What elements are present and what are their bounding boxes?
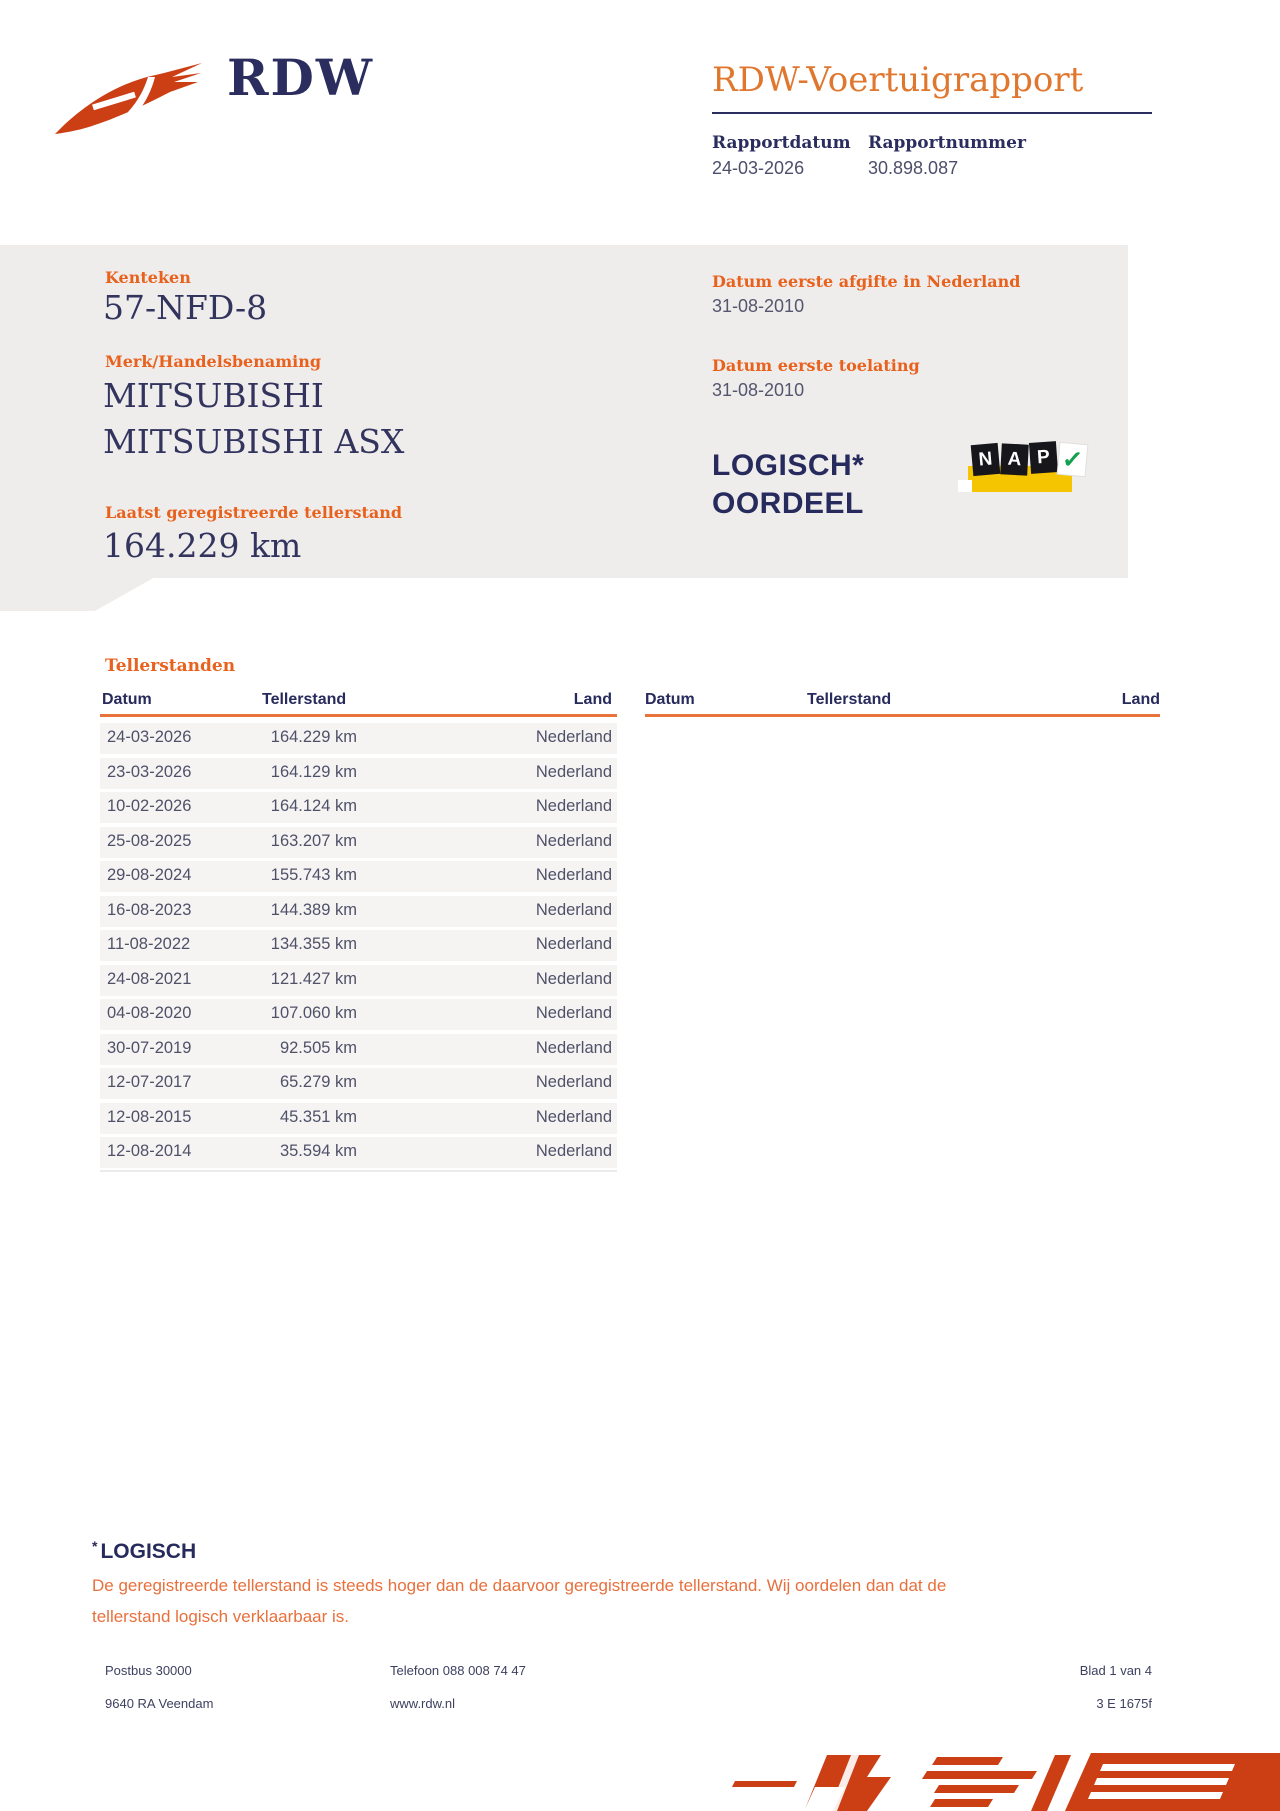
kenteken-label: Kenteken bbox=[105, 268, 191, 287]
cell-datum: 29-08-2024 bbox=[107, 866, 192, 884]
cell-land: Nederland bbox=[535, 900, 612, 919]
table1-end-line bbox=[100, 1170, 617, 1172]
page-title: RDW-Voertuigrapport bbox=[712, 60, 1084, 100]
table-row bbox=[100, 827, 617, 858]
oordeel-line1: LOGISCH* bbox=[712, 449, 865, 482]
footer-postbus: Postbus 30000 bbox=[105, 1663, 192, 1678]
footer-phone: Telefoon 088 008 74 47 bbox=[390, 1663, 526, 1678]
tellerstanden-table bbox=[100, 723, 617, 1172]
logisch-title: LOGISCH bbox=[100, 1540, 197, 1563]
cell-land: Nederland bbox=[535, 762, 612, 781]
table-row bbox=[100, 758, 617, 789]
logisch-heading bbox=[92, 1538, 196, 1564]
handelsbenaming-value: MITSUBISHI ASX bbox=[103, 422, 405, 461]
report-number-value: 30.898.087 bbox=[868, 158, 959, 178]
cell-land: Nederland bbox=[535, 1107, 612, 1126]
nap-logo bbox=[952, 440, 1085, 500]
table-row bbox=[100, 723, 617, 754]
cell-land: Nederland bbox=[535, 831, 612, 850]
cell-land: Nederland bbox=[535, 969, 612, 988]
report-date-label: Rapportdatum bbox=[712, 133, 851, 153]
cell-tellerstand: 164.229 km bbox=[270, 728, 357, 746]
footer-page-number: Blad 1 van 4 bbox=[1079, 1663, 1152, 1678]
cell-land: Nederland bbox=[535, 1038, 612, 1057]
table1-header-tellerstand: Tellerstand bbox=[262, 691, 347, 708]
table2-header-tellerstand: Tellerstand bbox=[807, 691, 892, 708]
cell-datum: 12-07-2017 bbox=[107, 1073, 192, 1091]
nap-checkmark-icon: ✓ bbox=[1058, 443, 1088, 476]
table2-header-land: Land bbox=[1121, 691, 1160, 708]
report-number-label: Rapportnummer bbox=[868, 133, 1026, 153]
cell-tellerstand: 134.355 km bbox=[270, 935, 357, 953]
merk-label: Merk/Handelsbenaming bbox=[105, 352, 322, 371]
cell-datum: 25-08-2025 bbox=[107, 831, 192, 850]
table1-header-land: Land bbox=[573, 691, 612, 708]
footer-city: 9640 RA Veendam bbox=[105, 1696, 214, 1711]
cell-land: Nederland bbox=[535, 1073, 612, 1091]
cell-datum: 12-08-2015 bbox=[107, 1107, 192, 1126]
table1-header-rule bbox=[100, 714, 617, 717]
cell-land: Nederland bbox=[535, 935, 612, 953]
cell-tellerstand: 155.743 km bbox=[270, 866, 357, 884]
oordeel-line2: OORDEEL bbox=[712, 487, 864, 520]
cell-datum: 11-08-2022 bbox=[107, 935, 191, 953]
cell-land: Nederland bbox=[535, 797, 612, 815]
brand-wordmark: RDW bbox=[227, 48, 375, 107]
nap-tile-p: P bbox=[1029, 441, 1058, 474]
cell-datum: 30-07-2019 bbox=[107, 1038, 192, 1057]
table-row bbox=[100, 792, 617, 823]
cell-tellerstand: 164.124 km bbox=[270, 797, 357, 815]
tellerstand-label: Laatst geregistreerde tellerstand bbox=[105, 503, 403, 522]
footer-website[interactable]: www.rdw.nl bbox=[390, 1696, 456, 1711]
merk-value: MITSUBISHI bbox=[103, 376, 324, 415]
cell-land: Nederland bbox=[535, 1142, 612, 1160]
cell-tellerstand: 65.279 km bbox=[279, 1073, 357, 1091]
table1-header-datum: Datum bbox=[102, 691, 152, 708]
tellerstand-value: 164.229 km bbox=[103, 526, 302, 565]
kenteken-value: 57-NFD-8 bbox=[103, 288, 268, 327]
footer-doc-code: 3 E 1675f bbox=[1096, 1696, 1152, 1711]
tellerstanden-section-title: Tellerstanden bbox=[105, 656, 236, 676]
toelating-value: 31-08-2010 bbox=[712, 380, 805, 400]
cell-land: Nederland bbox=[535, 866, 612, 884]
table2-header-datum: Datum bbox=[645, 691, 695, 708]
cell-tellerstand: 121.427 km bbox=[270, 969, 357, 988]
rdw-speed-lines-artwork bbox=[655, 1753, 1280, 1811]
cell-datum: 10-02-2026 bbox=[107, 797, 192, 815]
cell-tellerstand: 164.129 km bbox=[270, 762, 357, 781]
table-row bbox=[100, 965, 617, 996]
cell-datum: 23-03-2026 bbox=[107, 762, 192, 781]
table-row bbox=[100, 999, 617, 1030]
table-row bbox=[100, 1137, 617, 1168]
cell-datum: 12-08-2014 bbox=[107, 1142, 192, 1160]
afgifte-value: 31-08-2010 bbox=[712, 296, 805, 316]
table-row bbox=[100, 1034, 617, 1065]
cell-datum: 24-08-2021 bbox=[107, 969, 192, 988]
table-row bbox=[100, 861, 617, 892]
title-divider bbox=[712, 112, 1152, 114]
cell-land: Nederland bbox=[535, 1004, 612, 1022]
cell-tellerstand: 92.505 km bbox=[279, 1038, 357, 1057]
table-row bbox=[100, 930, 617, 961]
cell-tellerstand: 35.594 km bbox=[279, 1142, 357, 1160]
table2-header-rule bbox=[645, 714, 1160, 717]
cell-datum: 24-03-2026 bbox=[107, 728, 192, 746]
rdw-logo-swoosh-icon bbox=[52, 60, 202, 140]
nap-white-corner bbox=[958, 480, 972, 492]
cell-datum: 04-08-2020 bbox=[107, 1004, 192, 1022]
oordeel-verdict bbox=[712, 447, 864, 523]
report-date-value: 24-03-2026 bbox=[712, 158, 805, 178]
cell-tellerstand: 107.060 km bbox=[270, 1004, 357, 1022]
table-row bbox=[100, 896, 617, 927]
afgifte-label: Datum eerste afgifte in Nederland bbox=[712, 272, 1021, 291]
table-row bbox=[100, 1068, 617, 1099]
logisch-explanation: De geregistreerde tellerstand is steeds hoger dan de daarvoor geregistreerde tellerstand. Wij oordelen dan dat de tellerstand logisch verklaarbaar is. bbox=[92, 1576, 947, 1626]
cell-tellerstand: 163.207 km bbox=[270, 831, 357, 850]
cell-tellerstand: 144.389 km bbox=[270, 900, 357, 919]
nap-tile-n: N bbox=[971, 443, 1001, 476]
logisch-asterisk: * bbox=[92, 1538, 98, 1554]
toelating-label: Datum eerste toelating bbox=[712, 356, 920, 375]
table-row bbox=[100, 1103, 617, 1134]
cell-land: Nederland bbox=[535, 728, 612, 746]
nap-tile-a: A bbox=[1000, 443, 1029, 475]
cell-datum: 16-08-2023 bbox=[107, 900, 192, 919]
cell-tellerstand: 45.351 km bbox=[279, 1107, 357, 1126]
